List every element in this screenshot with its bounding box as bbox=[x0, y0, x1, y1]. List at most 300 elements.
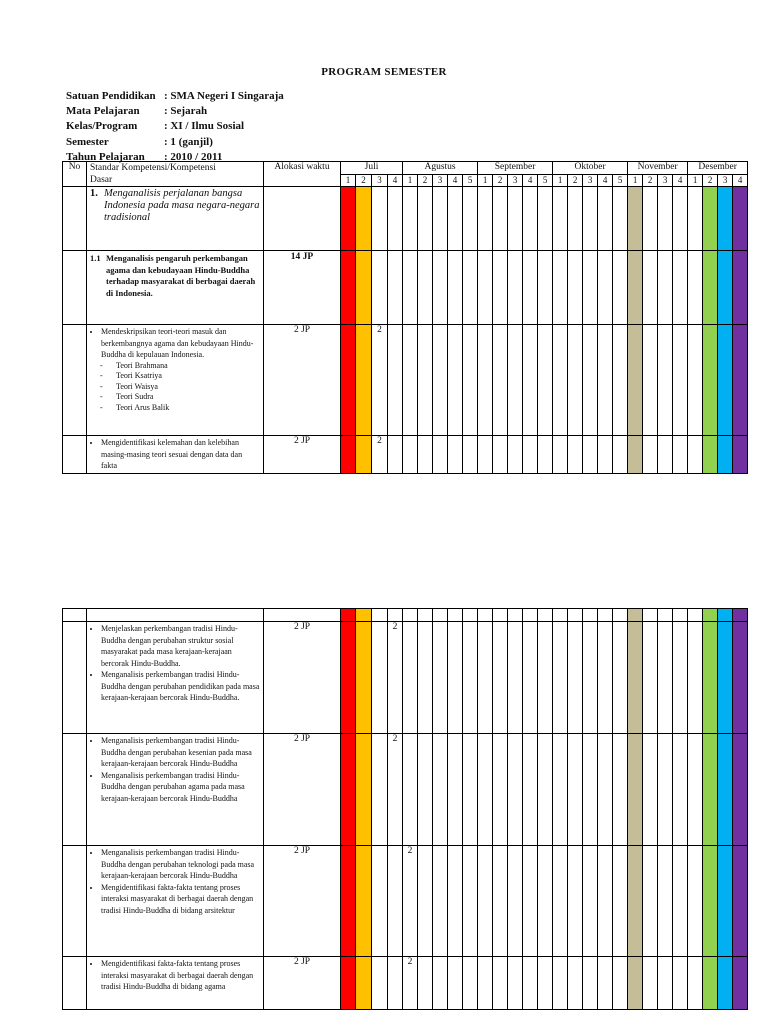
week-cell bbox=[448, 734, 463, 846]
week-cell bbox=[643, 251, 658, 325]
week-number: 4 bbox=[388, 174, 403, 187]
week-cell bbox=[673, 187, 688, 251]
cell-alokasi: 2 JP bbox=[264, 957, 341, 1010]
week-cell-value: 2 bbox=[403, 957, 418, 1010]
week-cell bbox=[703, 846, 718, 957]
week-cell bbox=[433, 609, 448, 622]
week-cell bbox=[613, 609, 628, 622]
week-number: 3 bbox=[658, 174, 673, 187]
table-row-struktur-sosial bbox=[63, 622, 748, 734]
week-cell bbox=[433, 325, 448, 436]
cell-alokasi: 2 JP bbox=[264, 325, 341, 436]
cell-kompetensi bbox=[87, 734, 264, 846]
week-number: 1 bbox=[403, 174, 418, 187]
week-cell bbox=[643, 609, 658, 622]
week-cell bbox=[388, 846, 403, 957]
week-cell bbox=[372, 609, 388, 622]
week-cell bbox=[523, 622, 538, 734]
week-cell bbox=[433, 957, 448, 1010]
bullet-list bbox=[90, 735, 260, 804]
week-cell bbox=[433, 846, 448, 957]
week-cell bbox=[628, 609, 643, 622]
week-cell bbox=[478, 325, 493, 436]
week-number: 2 bbox=[568, 174, 583, 187]
info-row-kelas bbox=[66, 119, 284, 134]
week-cell bbox=[688, 325, 703, 436]
week-cell bbox=[341, 846, 356, 957]
week-cell bbox=[733, 622, 748, 734]
list-item: - Teori Arus Balik bbox=[100, 403, 260, 414]
week-cell bbox=[448, 187, 463, 251]
cell-kompetensi bbox=[87, 622, 264, 734]
week-cell bbox=[356, 325, 372, 436]
week-cell bbox=[538, 734, 553, 846]
week-cell bbox=[553, 436, 568, 474]
week-cell bbox=[356, 251, 372, 325]
week-cell bbox=[418, 622, 433, 734]
week-cell bbox=[583, 957, 598, 1010]
week-cell bbox=[433, 734, 448, 846]
week-cell bbox=[478, 622, 493, 734]
month-header: November bbox=[628, 162, 688, 175]
week-cell bbox=[553, 187, 568, 251]
week-number: 5 bbox=[613, 174, 628, 187]
week-cell bbox=[463, 846, 478, 957]
week-number: 1 bbox=[478, 174, 493, 187]
week-cell bbox=[388, 957, 403, 1010]
cell-kompetensi bbox=[87, 187, 264, 251]
cell-no bbox=[63, 609, 87, 622]
week-cell bbox=[356, 846, 372, 957]
week-cell bbox=[478, 734, 493, 846]
week-cell bbox=[688, 436, 703, 474]
week-cell bbox=[538, 187, 553, 251]
sk-number: 1. bbox=[90, 188, 98, 199]
week-cell bbox=[718, 436, 733, 474]
week-cell bbox=[463, 436, 478, 474]
week-cell bbox=[341, 251, 356, 325]
list-item: • Mendeskripsikan teori-teori masuk dan berkembangnya agama dan kebudayaan Hindu-Buddha di kepulauan Indonesia. bbox=[101, 326, 260, 361]
week-cell bbox=[508, 734, 523, 846]
week-cell bbox=[523, 187, 538, 251]
table-row-agama bbox=[63, 957, 748, 1010]
week-number: 2 bbox=[703, 174, 718, 187]
info-value: : 2010 / 2011 bbox=[164, 150, 223, 163]
week-cell-value: 2 bbox=[372, 436, 388, 474]
week-number: 4 bbox=[733, 174, 748, 187]
week-cell bbox=[643, 846, 658, 957]
week-cell bbox=[568, 187, 583, 251]
week-cell-value: 2 bbox=[388, 734, 403, 846]
week-cell bbox=[356, 957, 372, 1010]
week-cell bbox=[718, 957, 733, 1010]
week-cell bbox=[613, 957, 628, 1010]
week-cell bbox=[448, 609, 463, 622]
month-header: Oktober bbox=[553, 162, 628, 175]
info-value: : SMA Negeri I Singaraja bbox=[164, 90, 284, 102]
week-cell bbox=[523, 251, 538, 325]
week-cell bbox=[718, 251, 733, 325]
week-cell bbox=[703, 622, 718, 734]
month-header: Desember bbox=[688, 162, 748, 175]
week-cell bbox=[733, 846, 748, 957]
week-cell bbox=[356, 622, 372, 734]
week-cell bbox=[553, 957, 568, 1010]
list-item: • Menganalisis perkembangan tradisi Hindu-Buddha dengan perubahan agama pada masa kerajaan-kerajaan bercorak Hindu-Buddha bbox=[101, 770, 260, 805]
week-cell bbox=[673, 609, 688, 622]
week-cell bbox=[403, 609, 418, 622]
bullet-list bbox=[90, 326, 260, 361]
week-cell bbox=[403, 325, 418, 436]
week-cell bbox=[733, 325, 748, 436]
week-cell bbox=[356, 436, 372, 474]
week-cell bbox=[658, 957, 673, 1010]
week-cell bbox=[733, 187, 748, 251]
week-cell bbox=[433, 436, 448, 474]
week-cell bbox=[643, 734, 658, 846]
program-semester-table-2 bbox=[62, 608, 748, 1010]
cell-no bbox=[63, 436, 87, 474]
week-cell bbox=[493, 436, 508, 474]
week-cell bbox=[433, 187, 448, 251]
table-row-teori bbox=[63, 325, 748, 436]
week-cell bbox=[418, 957, 433, 1010]
week-cell bbox=[493, 251, 508, 325]
week-cell bbox=[448, 325, 463, 436]
week-cell bbox=[341, 957, 356, 1010]
cell-alokasi: 14 JP bbox=[264, 251, 341, 325]
cell-alokasi bbox=[264, 609, 341, 622]
week-cell bbox=[553, 846, 568, 957]
cell-alokasi: 2 JP bbox=[264, 436, 341, 474]
week-cell bbox=[418, 436, 433, 474]
cell-kompetensi bbox=[87, 957, 264, 1010]
week-cell bbox=[583, 436, 598, 474]
week-cell bbox=[583, 734, 598, 846]
week-cell bbox=[508, 622, 523, 734]
week-number: 1 bbox=[341, 174, 356, 187]
week-cell bbox=[493, 957, 508, 1010]
week-cell bbox=[493, 734, 508, 846]
week-number: 4 bbox=[448, 174, 463, 187]
week-cell bbox=[688, 609, 703, 622]
week-cell bbox=[718, 622, 733, 734]
week-cell bbox=[703, 957, 718, 1010]
week-cell bbox=[733, 609, 748, 622]
week-cell bbox=[703, 734, 718, 846]
week-cell bbox=[628, 251, 643, 325]
week-cell bbox=[613, 187, 628, 251]
week-cell bbox=[523, 325, 538, 436]
list-item: • Mengidentifikasi kelemahan dan kelebihan masing-masing teori sesuai dengan data dan fakta bbox=[101, 437, 260, 472]
week-cell bbox=[688, 734, 703, 846]
col-header-no: No bbox=[63, 162, 87, 187]
cell-kompetensi bbox=[87, 325, 264, 436]
week-cell bbox=[372, 846, 388, 957]
sk-text: Menganalisis perjalanan bangsa Indonesia pada masa negara-negara tradisional bbox=[104, 188, 260, 223]
week-cell bbox=[448, 846, 463, 957]
week-cell bbox=[583, 609, 598, 622]
week-cell bbox=[553, 622, 568, 734]
cell-no bbox=[63, 187, 87, 251]
table-row-kd bbox=[63, 251, 748, 325]
week-cell bbox=[508, 251, 523, 325]
week-cell bbox=[508, 609, 523, 622]
info-value: : 1 (ganjil) bbox=[164, 135, 213, 148]
week-cell bbox=[703, 436, 718, 474]
week-cell bbox=[356, 734, 372, 846]
week-cell bbox=[493, 609, 508, 622]
week-cell bbox=[598, 957, 613, 1010]
week-cell bbox=[673, 846, 688, 957]
week-cell bbox=[718, 187, 733, 251]
week-cell bbox=[568, 609, 583, 622]
week-cell bbox=[508, 187, 523, 251]
program-semester-table-1 bbox=[62, 161, 748, 474]
week-cell bbox=[463, 325, 478, 436]
week-cell bbox=[643, 187, 658, 251]
week-cell bbox=[372, 957, 388, 1010]
cell-no bbox=[63, 325, 87, 436]
kompetensi-line2: Dasar bbox=[90, 175, 113, 185]
week-cell bbox=[718, 325, 733, 436]
week-cell bbox=[598, 734, 613, 846]
list-item: - Teori Waisya bbox=[100, 382, 260, 393]
cell-kompetensi bbox=[87, 609, 264, 622]
week-cell bbox=[463, 187, 478, 251]
week-cell bbox=[553, 251, 568, 325]
week-cell bbox=[523, 734, 538, 846]
week-cell bbox=[643, 436, 658, 474]
week-number: 3 bbox=[508, 174, 523, 187]
week-cell bbox=[493, 622, 508, 734]
week-cell bbox=[493, 325, 508, 436]
week-cell bbox=[598, 187, 613, 251]
week-cell bbox=[403, 622, 418, 734]
week-cell bbox=[613, 436, 628, 474]
week-cell bbox=[553, 325, 568, 436]
cell-alokasi: 2 JP bbox=[264, 846, 341, 957]
week-cell bbox=[372, 734, 388, 846]
week-cell bbox=[658, 734, 673, 846]
week-cell bbox=[388, 325, 403, 436]
week-cell bbox=[583, 187, 598, 251]
week-cell bbox=[403, 187, 418, 251]
teori-list bbox=[90, 361, 260, 414]
week-cell bbox=[538, 957, 553, 1010]
week-cell bbox=[718, 609, 733, 622]
week-number: 3 bbox=[583, 174, 598, 187]
week-cell bbox=[643, 622, 658, 734]
table-row-blank-header bbox=[63, 609, 748, 622]
week-cell bbox=[523, 846, 538, 957]
week-cell bbox=[341, 609, 356, 622]
week-cell bbox=[628, 325, 643, 436]
week-cell bbox=[523, 609, 538, 622]
week-number: 3 bbox=[372, 174, 388, 187]
week-number: 4 bbox=[598, 174, 613, 187]
week-cell bbox=[598, 609, 613, 622]
week-cell bbox=[341, 622, 356, 734]
week-cell bbox=[341, 187, 356, 251]
week-cell bbox=[583, 251, 598, 325]
cell-kompetensi bbox=[87, 846, 264, 957]
week-cell bbox=[673, 622, 688, 734]
list-item: • Menjelaskan perkembangan tradisi Hindu-Buddha dengan perubahan struktur sosial masyarakat pada masa kerajaan-kerajaan bercorak Hindu-Buddha. bbox=[101, 623, 260, 669]
cell-alokasi: 2 JP bbox=[264, 622, 341, 734]
month-header: Agustus bbox=[403, 162, 478, 175]
week-cell bbox=[508, 957, 523, 1010]
list-item: • Mengidentifikasi fakta-fakta tentang proses interaksi masyarakat di berbagai daerah dengan tradisi Hindu-Buddha di bidang arsitektur bbox=[101, 882, 260, 917]
week-cell bbox=[356, 187, 372, 251]
info-label: Kelas/Program bbox=[66, 120, 138, 133]
week-cell bbox=[658, 622, 673, 734]
list-item: • Mengidentifikasi fakta-fakta tentang proses interaksi masyarakat di berbagai daerah dengan tradisi Hindu-Buddha di bidang agama bbox=[101, 958, 260, 993]
week-cell bbox=[583, 622, 598, 734]
cell-no bbox=[63, 957, 87, 1010]
week-cell bbox=[523, 957, 538, 1010]
week-cell bbox=[478, 609, 493, 622]
page-title: PROGRAM SEMESTER bbox=[321, 66, 447, 78]
week-cell bbox=[733, 436, 748, 474]
cell-no bbox=[63, 734, 87, 846]
week-cell bbox=[643, 957, 658, 1010]
week-cell bbox=[403, 734, 418, 846]
table-row-kelemahan bbox=[63, 436, 748, 474]
week-cell bbox=[628, 734, 643, 846]
week-cell bbox=[583, 325, 598, 436]
week-cell bbox=[478, 957, 493, 1010]
week-cell bbox=[673, 251, 688, 325]
info-label: Mata Pelajaran bbox=[66, 105, 140, 118]
week-cell bbox=[478, 436, 493, 474]
bullet-list bbox=[90, 623, 260, 704]
week-cell bbox=[733, 251, 748, 325]
week-cell bbox=[388, 187, 403, 251]
table-row-kesenian bbox=[63, 734, 748, 846]
list-item: - Teori Brahmana bbox=[100, 361, 260, 372]
table-header-row-1 bbox=[63, 162, 748, 175]
week-cell bbox=[673, 734, 688, 846]
bullet-list bbox=[90, 958, 260, 993]
week-number: 1 bbox=[688, 174, 703, 187]
cell-alokasi bbox=[264, 187, 341, 251]
week-cell bbox=[448, 957, 463, 1010]
week-cell bbox=[598, 325, 613, 436]
week-cell bbox=[418, 846, 433, 957]
list-item: • Menganalisis perkembangan tradisi Hindu-Buddha dengan perubahan kesenian pada masa kerajaan-kerajaan bercorak Hindu-Buddha bbox=[101, 735, 260, 770]
week-cell bbox=[341, 436, 356, 474]
sk-text-block bbox=[90, 188, 260, 224]
week-number: 3 bbox=[433, 174, 448, 187]
week-cell bbox=[478, 251, 493, 325]
cell-kompetensi bbox=[87, 251, 264, 325]
week-number: 4 bbox=[673, 174, 688, 187]
week-cell bbox=[568, 251, 583, 325]
col-header-alokasi: Alokasi waktu bbox=[264, 162, 341, 187]
kd-text-block bbox=[90, 252, 260, 299]
week-cell bbox=[613, 734, 628, 846]
week-cell bbox=[388, 251, 403, 325]
week-cell-value: 2 bbox=[372, 325, 388, 436]
week-cell bbox=[553, 609, 568, 622]
week-cell bbox=[418, 325, 433, 436]
week-cell-value: 2 bbox=[388, 622, 403, 734]
week-cell bbox=[688, 846, 703, 957]
week-cell bbox=[628, 846, 643, 957]
week-cell bbox=[463, 957, 478, 1010]
week-cell bbox=[673, 325, 688, 436]
week-cell bbox=[628, 957, 643, 1010]
week-cell bbox=[658, 436, 673, 474]
kd-number: 1.1 bbox=[90, 253, 101, 263]
week-cell bbox=[538, 609, 553, 622]
week-cell bbox=[433, 622, 448, 734]
week-cell-value: 2 bbox=[403, 846, 418, 957]
week-cell bbox=[568, 325, 583, 436]
week-cell bbox=[523, 436, 538, 474]
week-cell bbox=[613, 325, 628, 436]
week-cell bbox=[372, 187, 388, 251]
week-cell bbox=[628, 187, 643, 251]
week-cell bbox=[372, 622, 388, 734]
bullet-list bbox=[90, 847, 260, 916]
week-cell bbox=[673, 957, 688, 1010]
kompetensi-line1: Standar Kompetensi/Kompetensi bbox=[90, 163, 216, 173]
table-row-teknologi bbox=[63, 846, 748, 957]
cell-kompetensi bbox=[87, 436, 264, 474]
kd-text: Menganalisis pengaruh perkembangan agama dan kebudayaan Hindu-Buddha terhadap masyarakat di berbagai daerah di Indonesia. bbox=[106, 253, 256, 298]
week-cell bbox=[673, 436, 688, 474]
cell-no bbox=[63, 251, 87, 325]
week-cell bbox=[658, 187, 673, 251]
week-cell bbox=[341, 325, 356, 436]
week-cell bbox=[598, 251, 613, 325]
list-item: • Menganalisis perkembangan tradisi Hindu-Buddha dengan perubahan pendidikan pada masa kerajaan-kerajaan bercorak Hindu-Buddha. bbox=[101, 669, 260, 704]
list-item: - Teori Sudra bbox=[100, 392, 260, 403]
week-cell bbox=[448, 436, 463, 474]
week-number: 1 bbox=[628, 174, 643, 187]
list-item: • Menganalisis perkembangan tradisi Hindu-Buddha dengan perubahan teknologi pada masa kerajaan-kerajaan bercorak Hindu-Buddha bbox=[101, 847, 260, 882]
week-cell bbox=[508, 846, 523, 957]
week-number: 4 bbox=[523, 174, 538, 187]
week-number: 3 bbox=[718, 174, 733, 187]
week-cell bbox=[703, 187, 718, 251]
week-cell bbox=[583, 846, 598, 957]
week-cell bbox=[628, 436, 643, 474]
list-item: - Teori Ksatriya bbox=[100, 371, 260, 382]
week-cell bbox=[658, 325, 673, 436]
week-cell bbox=[568, 846, 583, 957]
week-cell bbox=[613, 846, 628, 957]
week-number: 5 bbox=[463, 174, 478, 187]
week-cell bbox=[568, 734, 583, 846]
week-number: 2 bbox=[418, 174, 433, 187]
week-cell bbox=[388, 436, 403, 474]
month-header: September bbox=[478, 162, 553, 175]
week-cell bbox=[341, 734, 356, 846]
week-number: 2 bbox=[643, 174, 658, 187]
week-cell bbox=[538, 846, 553, 957]
week-cell bbox=[538, 251, 553, 325]
bullet-list bbox=[90, 437, 260, 472]
week-cell bbox=[688, 622, 703, 734]
week-cell bbox=[418, 734, 433, 846]
week-cell bbox=[538, 325, 553, 436]
week-cell bbox=[463, 609, 478, 622]
cell-alokasi: 2 JP bbox=[264, 734, 341, 846]
week-cell bbox=[688, 957, 703, 1010]
